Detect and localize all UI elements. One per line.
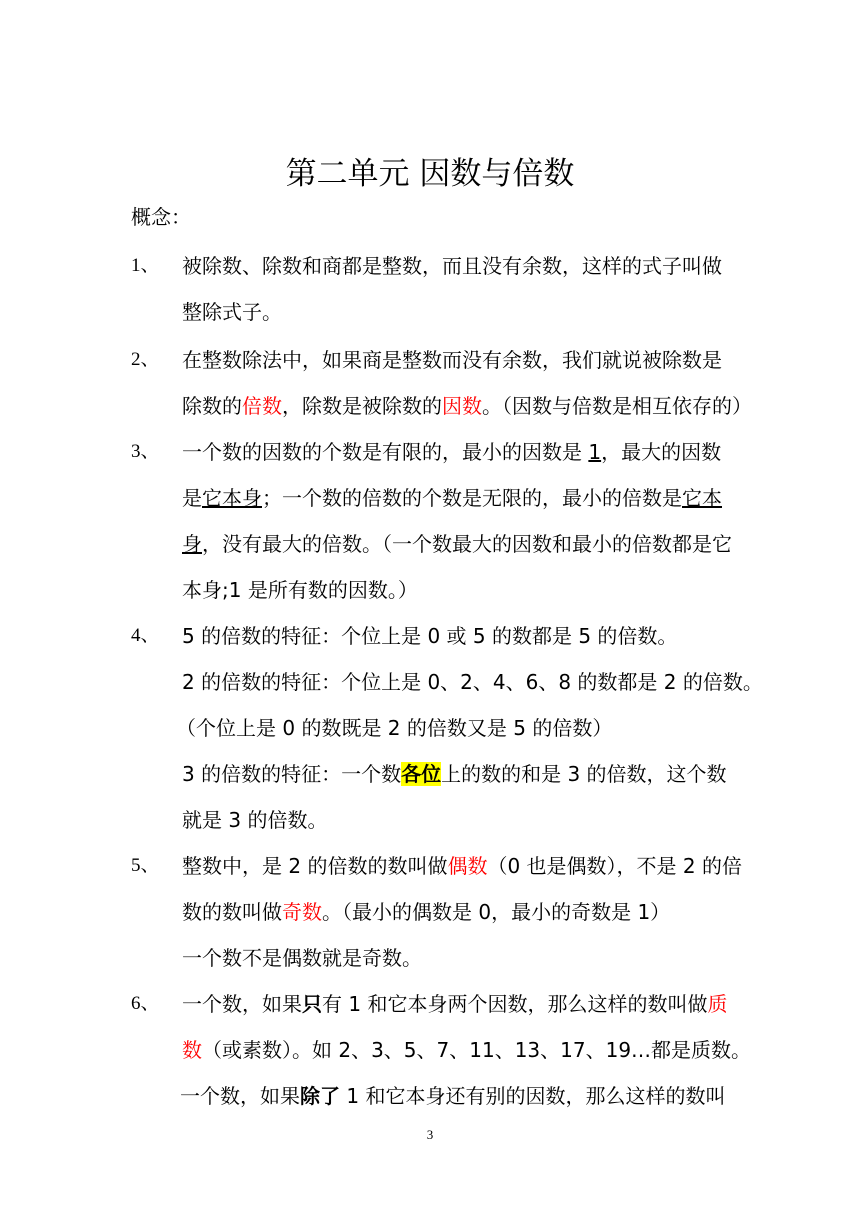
text-segment: 整数中，是 2 的倍数的数叫做 [182,854,448,878]
text-segment: 。（最小的偶数是 0，最小的奇数是 1） [322,900,671,924]
term-odd: 奇数 [282,900,322,924]
item-line: 一个数不是偶数就是奇数。 [182,946,422,970]
bold-term: 除了 [300,1084,340,1108]
text-segment: 3 的倍数的特征：一个数 [182,762,402,786]
text-segment: 数的数叫做 [182,900,282,924]
text-segment: ，最大的因数 [601,440,722,464]
text-segment: ，没有最大的倍数。（一个数最大的因数和最小的倍数都是它 [202,532,732,556]
underlined-answer: 1 [588,440,602,464]
item-line: 就是 3 的倍数。 [182,808,328,832]
text-segment: （或素数）。如 2、3、5、7、11、13、17、19…都是质数。 [202,1038,752,1062]
highlighted-term: 各位 [401,762,442,786]
item-line: 在整数除法中，如果商是整数而没有余数，我们就说被除数是 [182,348,722,372]
text-segment: ；一个数的倍数的个数是无限的，最小的倍数是 [262,486,682,510]
item-number: 2、 [131,349,160,370]
text-segment: 上的数的和是 3 的倍数，这个数 [441,762,727,786]
item-line [182,989,727,1019]
text-segment: 。（因数与倍数是相互依存的） [482,394,752,418]
page-number: 3 [426,1127,434,1142]
bold-term: 只 [302,992,322,1016]
item-number: 5、 [131,855,160,876]
term-prime: 质 [707,992,728,1016]
text-segment: 是 [182,486,202,510]
item-line: （个位上是 0 的数既是 2 的倍数又是 5 的倍数） [176,716,613,740]
text-segment: 一个数的因数的个数是有限的，最小的因数是 [182,440,589,464]
item-number: 4、 [131,625,160,646]
item-line: 整除式子。 [182,300,282,324]
underlined-answer: 它本身 [202,486,262,510]
item-line: 5 的倍数的特征：个位上是 0 或 5 的数都是 5 的倍数。 [182,624,678,648]
item-number: 3、 [131,441,160,462]
item-line [182,897,670,927]
item-number: 6、 [131,993,160,1014]
item-line [182,483,722,513]
item-line [180,1081,725,1111]
text-segment: （0 也是偶数），不是 2 的倍 [487,854,742,878]
underlined-answer: 身 [182,532,202,556]
item-line [182,437,721,467]
text-segment: ，除数是被除数的 [282,394,442,418]
text-segment: 一个数，如果 [180,1084,300,1108]
text-segment: 1 和它本身还有别的因数，那么这样的数叫 [340,1084,726,1108]
term-multiple: 倍数 [242,394,282,418]
text-segment: 除数的 [182,394,242,418]
item-line [182,1035,751,1065]
item-line: 被除数、除数和商都是整数，而且没有余数，这样的式子叫做 [182,254,722,278]
term-prime: 数 [182,1038,202,1062]
text-segment: 一个数，如果 [182,992,302,1016]
text-segment: 有 1 和它本身两个因数，那么这样的数叫做 [322,992,708,1016]
item-line [182,851,742,881]
underlined-answer: 它本 [682,486,722,510]
term-factor: 因数 [442,394,482,418]
item-line: 本身;1 是所有数的因数。） [182,578,418,602]
item-number: 1、 [131,255,160,276]
item-line [182,759,727,789]
item-line [182,391,752,421]
item-line [182,529,732,559]
section-heading: 概念： [131,205,191,229]
term-even: 偶数 [447,854,488,878]
item-line: 2 的倍数的特征：个位上是 0、2、4、6、8 的数都是 2 的倍数。 [182,670,763,694]
page-title: 第二单元 因数与倍数 [285,156,575,192]
